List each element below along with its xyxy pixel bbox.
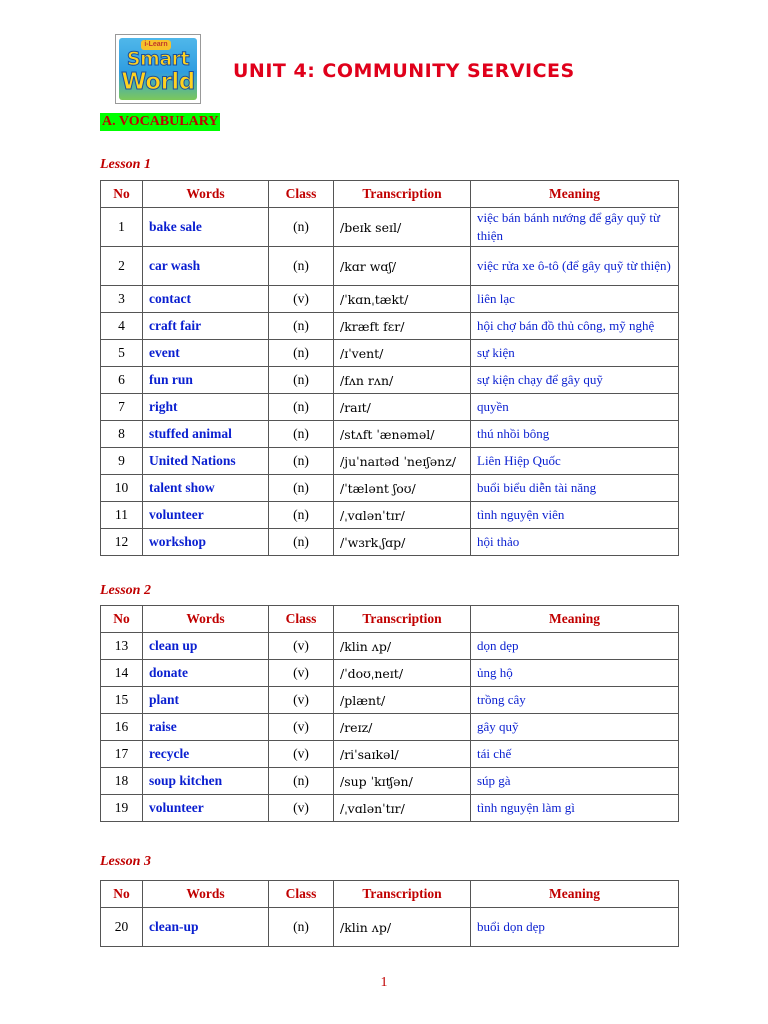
cell-transcription: /ˈwɜrkˌʃɑp/ — [334, 529, 471, 556]
cell-transcription: /raɪt/ — [334, 394, 471, 421]
cell-class: (v) — [269, 795, 334, 822]
cell-class: (v) — [269, 741, 334, 768]
cell-class: (n) — [269, 247, 334, 286]
cell-word: soup kitchen — [143, 768, 269, 795]
cell-no: 1 — [101, 208, 143, 247]
cell-transcription: /sup ˈkɪʧən/ — [334, 768, 471, 795]
header-meaning: Meaning — [471, 881, 679, 908]
cell-meaning: tình nguyện viên — [471, 502, 679, 529]
cell-word: talent show — [143, 475, 269, 502]
cell-word: stuffed animal — [143, 421, 269, 448]
cell-class: (n) — [269, 421, 334, 448]
cell-no: 8 — [101, 421, 143, 448]
page-number: 1 — [380, 975, 388, 990]
cell-transcription: /reɪz/ — [334, 714, 471, 741]
cell-class: (n) — [269, 768, 334, 795]
cell-transcription: /beɪk seɪl/ — [334, 208, 471, 247]
cell-word: right — [143, 394, 269, 421]
cell-meaning: buổi dọn dẹp — [471, 908, 679, 947]
header-no: No — [101, 181, 143, 208]
table-row — [101, 286, 679, 313]
smart-world-logo — [115, 34, 201, 104]
cell-word: plant — [143, 687, 269, 714]
unit-title: UNIT 4: COMMUNITY SERVICES — [233, 60, 575, 82]
cell-no: 12 — [101, 529, 143, 556]
cell-word: workshop — [143, 529, 269, 556]
cell-meaning: súp gà — [471, 768, 679, 795]
cell-meaning: tình nguyện làm gì — [471, 795, 679, 822]
table-row — [101, 687, 679, 714]
logo-word-line1: Smart — [126, 48, 190, 70]
cell-word: raise — [143, 714, 269, 741]
cell-class: (n) — [269, 313, 334, 340]
cell-no: 5 — [101, 340, 143, 367]
table-row — [101, 741, 679, 768]
cell-class: (n) — [269, 394, 334, 421]
cell-transcription: /ˌvɑlənˈtɪr/ — [334, 502, 471, 529]
cell-meaning: sự kiện — [471, 340, 679, 367]
cell-meaning: dọn dẹp — [471, 633, 679, 660]
cell-no: 20 — [101, 908, 143, 947]
cell-no: 14 — [101, 660, 143, 687]
cell-word: United Nations — [143, 448, 269, 475]
cell-no: 11 — [101, 502, 143, 529]
cell-class: (n) — [269, 529, 334, 556]
lesson-3-title: Lesson 3 — [100, 854, 151, 869]
logo-word-line2: World — [121, 69, 195, 95]
table-row — [101, 660, 679, 687]
table-row — [101, 529, 679, 556]
table-row — [101, 448, 679, 475]
cell-class: (v) — [269, 660, 334, 687]
cell-class: (v) — [269, 687, 334, 714]
table-row — [101, 340, 679, 367]
cell-no: 13 — [101, 633, 143, 660]
cell-word: craft fair — [143, 313, 269, 340]
cell-meaning: tái chế — [471, 741, 679, 768]
cell-transcription: /fʌn rʌn/ — [334, 367, 471, 394]
cell-transcription: /ɪˈvent/ — [334, 340, 471, 367]
header-no: No — [101, 881, 143, 908]
cell-meaning: hội thảo — [471, 529, 679, 556]
cell-meaning: quyền — [471, 394, 679, 421]
cell-no: 15 — [101, 687, 143, 714]
header-class: Class — [269, 181, 334, 208]
cell-no: 6 — [101, 367, 143, 394]
cell-transcription: /kɑr wɑʃ/ — [334, 247, 471, 286]
header-transcription: Transcription — [334, 181, 471, 208]
cell-transcription: /juˈnaɪtəd ˈneɪʃənz/ — [334, 448, 471, 475]
cell-class: (n) — [269, 208, 334, 247]
lesson-2-title: Lesson 2 — [100, 583, 151, 598]
cell-meaning: trồng cây — [471, 687, 679, 714]
table-row — [101, 313, 679, 340]
lesson-1-title: Lesson 1 — [100, 157, 151, 172]
cell-meaning: ủng hộ — [471, 660, 679, 687]
table-row — [101, 502, 679, 529]
table-row — [101, 633, 679, 660]
cell-word: fun run — [143, 367, 269, 394]
cell-meaning: việc bán bánh nướng để gây quỹ từ thiện — [471, 208, 679, 247]
section-title: A. VOCABULARY — [102, 114, 219, 129]
cell-no: 17 — [101, 741, 143, 768]
header-meaning: Meaning — [471, 606, 679, 633]
header-words: Words — [143, 606, 269, 633]
cell-word: volunteer — [143, 795, 269, 822]
cell-transcription: /kræft fɛr/ — [334, 313, 471, 340]
table-row — [101, 208, 679, 247]
cell-transcription: /stʌft ˈænəməl/ — [334, 421, 471, 448]
cell-class: (n) — [269, 448, 334, 475]
table-row — [101, 795, 679, 822]
cell-no: 2 — [101, 247, 143, 286]
table-row — [101, 908, 679, 947]
cell-transcription: /ˈkɑnˌtækt/ — [334, 286, 471, 313]
cell-transcription: /ˈtælənt ʃoʊ/ — [334, 475, 471, 502]
cell-meaning: buổi biểu diễn tài năng — [471, 475, 679, 502]
cell-class: (v) — [269, 286, 334, 313]
cell-no: 4 — [101, 313, 143, 340]
cell-meaning: thú nhồi bông — [471, 421, 679, 448]
table-header-row — [101, 606, 679, 633]
header-transcription: Transcription — [334, 881, 471, 908]
cell-meaning: gây quỹ — [471, 714, 679, 741]
table-header-row — [101, 881, 679, 908]
lesson-2-table — [100, 605, 679, 822]
cell-class: (v) — [269, 714, 334, 741]
cell-transcription: /ˈdoʊˌneɪt/ — [334, 660, 471, 687]
table-row — [101, 768, 679, 795]
table-row — [101, 475, 679, 502]
table-row — [101, 714, 679, 741]
cell-class: (n) — [269, 908, 334, 947]
cell-word: clean-up — [143, 908, 269, 947]
header-words: Words — [143, 881, 269, 908]
lesson-3-table — [100, 880, 679, 947]
cell-transcription: /riˈsaɪkəl/ — [334, 741, 471, 768]
cell-no: 19 — [101, 795, 143, 822]
cell-meaning: hội chợ bán đồ thủ công, mỹ nghệ — [471, 313, 679, 340]
cell-word: donate — [143, 660, 269, 687]
header-transcription: Transcription — [334, 606, 471, 633]
cell-meaning: Liên Hiệp Quốc — [471, 448, 679, 475]
cell-no: 16 — [101, 714, 143, 741]
cell-no: 9 — [101, 448, 143, 475]
cell-no: 3 — [101, 286, 143, 313]
cell-word: volunteer — [143, 502, 269, 529]
table-row — [101, 367, 679, 394]
cell-word: car wash — [143, 247, 269, 286]
table-header-row — [101, 181, 679, 208]
header-class: Class — [269, 606, 334, 633]
cell-word: clean up — [143, 633, 269, 660]
table-row — [101, 421, 679, 448]
cell-transcription: /klin ʌp/ — [334, 908, 471, 947]
cell-no: 18 — [101, 768, 143, 795]
header-no: No — [101, 606, 143, 633]
header-words: Words — [143, 181, 269, 208]
cell-meaning: liên lạc — [471, 286, 679, 313]
cell-meaning: việc rửa xe ô-tô (để gây quỹ từ thiện) — [471, 247, 679, 286]
cell-class: (n) — [269, 475, 334, 502]
cell-class: (n) — [269, 502, 334, 529]
cell-no: 7 — [101, 394, 143, 421]
cell-word: bake sale — [143, 208, 269, 247]
cell-class: (n) — [269, 340, 334, 367]
cell-word: contact — [143, 286, 269, 313]
cell-transcription: /klin ʌp/ — [334, 633, 471, 660]
header-class: Class — [269, 881, 334, 908]
table-row — [101, 394, 679, 421]
cell-word: recycle — [143, 741, 269, 768]
cell-transcription: /plænt/ — [334, 687, 471, 714]
table-row — [101, 247, 679, 286]
logo-image — [119, 38, 197, 100]
logo-top-text: i-Learn — [141, 40, 171, 50]
header-meaning: Meaning — [471, 181, 679, 208]
lesson-1-table — [100, 180, 679, 556]
cell-no: 10 — [101, 475, 143, 502]
cell-class: (n) — [269, 367, 334, 394]
cell-word: event — [143, 340, 269, 367]
cell-transcription: /ˌvɑlənˈtɪr/ — [334, 795, 471, 822]
cell-class: (v) — [269, 633, 334, 660]
cell-meaning: sự kiện chạy để gây quỹ — [471, 367, 679, 394]
